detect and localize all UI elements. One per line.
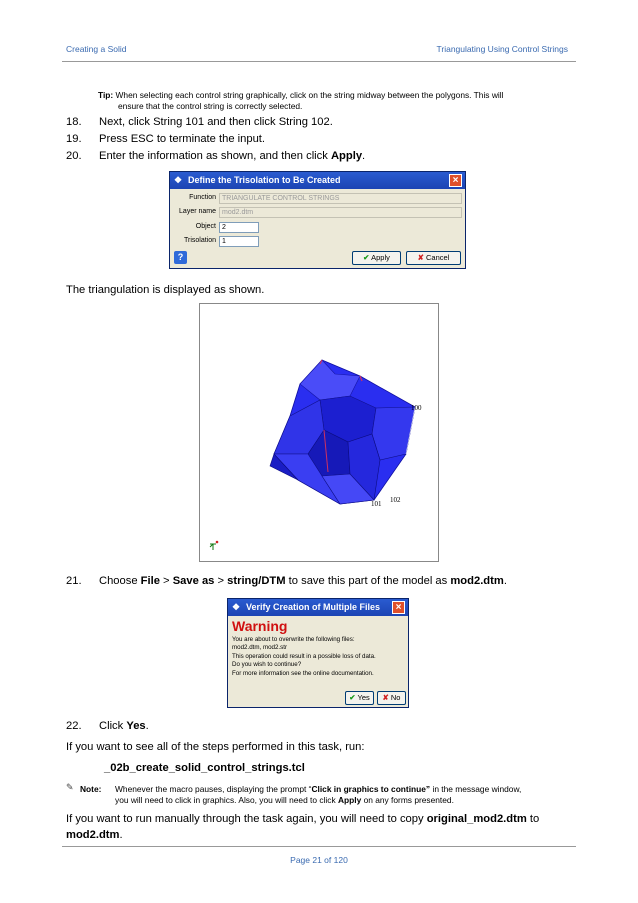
trisolation-label: Trisolation — [183, 237, 216, 244]
tip-text-2: ensure that the control string is correctly selected. — [118, 101, 303, 111]
close-icon[interactable]: × — [392, 601, 405, 614]
final-t2: to — [526, 813, 540, 825]
check-icon: ✔ — [363, 253, 370, 262]
step-21-mod2dtm: mod2.dtm — [450, 575, 504, 587]
cancel-label: Cancel — [426, 253, 450, 262]
tip-label: Tip: — [98, 90, 114, 100]
tip-text-1: When selecting each control string graphically, click on the string midway between the polygons. This will — [115, 90, 504, 100]
object-field[interactable]: 2 — [219, 222, 259, 233]
no-label: No — [390, 693, 401, 702]
note-l2a: you will need to click in graphics. Also, you will need to click — [115, 795, 338, 805]
trisolation-field[interactable]: 1 — [219, 236, 259, 247]
step-22-number: 22. — [66, 720, 82, 732]
verify-dialog — [227, 598, 409, 708]
step-21-number: 21. — [66, 575, 82, 587]
no-button[interactable] — [377, 691, 406, 705]
apply-label: Apply — [371, 253, 390, 262]
step-20-apply: Apply — [330, 150, 363, 162]
final-t3: . — [119, 829, 123, 841]
step-21-t5: . — [503, 575, 507, 587]
close-icon[interactable]: × — [449, 174, 462, 187]
step-18-number: 18. — [66, 116, 82, 128]
note-line-2 — [115, 795, 454, 805]
page-number: Page 21 of 120 — [290, 855, 348, 865]
note-l1c: in the message window, — [430, 784, 522, 794]
step-21-t1: Choose — [99, 575, 141, 587]
step-22-pre: Click — [99, 720, 127, 732]
cross-icon: ✘ — [382, 693, 389, 702]
warning-line-1: You are about to overwrite the following files: — [232, 636, 355, 643]
final-line-1 — [66, 813, 539, 825]
step-20-number: 20. — [66, 150, 82, 162]
warning-message — [232, 636, 376, 678]
step-21-stringdtm: string/DTM — [227, 575, 286, 587]
step-22-post: . — [145, 720, 149, 732]
warning-heading: Warning — [232, 618, 288, 634]
apply-button[interactable] — [352, 251, 401, 265]
footer-rule — [62, 846, 576, 847]
warning-line-5: For more information see the online documentation. — [232, 669, 374, 677]
step-20-post: . — [362, 150, 366, 162]
final-target-file: mod2.dtm — [66, 829, 120, 841]
note-label: Note: — [80, 784, 102, 794]
header-left: Creating a Solid — [66, 44, 127, 54]
note-icon: ✎ — [66, 782, 74, 792]
trisolation-dialog-title: Define the Trisolation to Be Created — [188, 175, 341, 185]
triangulation-surface — [200, 304, 438, 561]
final-line-2 — [66, 829, 123, 841]
app-icon: ❖ — [174, 175, 183, 185]
yes-button[interactable] — [345, 691, 374, 705]
macro-filename: _02b_create_solid_control_strings.tcl — [104, 762, 305, 774]
step-21-t3: > — [214, 575, 228, 587]
yes-label: Yes — [357, 693, 370, 702]
trisolation-dialog-titlebar — [170, 172, 465, 189]
header-right: Triangulating Using Control Strings — [436, 44, 568, 54]
triangulation-figure — [199, 303, 439, 562]
string-label-102: 102 — [390, 496, 401, 504]
run-instructions: If you want to see all of the steps performed in this task, run: — [66, 741, 365, 753]
verify-dialog-title: Verify Creation of Multiple Files — [246, 602, 381, 612]
tip-line-1 — [98, 90, 503, 100]
note-l1a: Whenever the macro pauses, displaying the prompt “ — [115, 784, 312, 794]
check-icon: ✔ — [349, 693, 356, 702]
step-19-number: 19. — [66, 133, 82, 145]
header-rule — [62, 61, 576, 62]
step-21-saveas: Save as — [172, 575, 215, 587]
layer-name-label: Layer name — [179, 208, 216, 215]
string-label-101: 101 — [371, 500, 382, 508]
step-21-file: File — [140, 575, 160, 587]
cancel-button[interactable] — [406, 251, 461, 265]
verify-dialog-titlebar — [228, 599, 408, 616]
step-21-t2: > — [159, 575, 173, 587]
warning-line-2: mod2.dtm, mod2.str — [232, 644, 288, 652]
note-l2b: Apply — [337, 795, 362, 805]
step-21-text — [99, 575, 507, 587]
help-icon[interactable]: ? — [174, 251, 187, 264]
step-21-t4: to save this part of the model as — [285, 575, 451, 587]
final-original-file: original_mod2.dtm — [426, 813, 527, 825]
step-22-yes: Yes — [126, 720, 146, 732]
step-22-text — [99, 720, 149, 732]
triangulation-caption: The triangulation is displayed as shown. — [66, 284, 265, 296]
app-icon: ❖ — [232, 602, 241, 612]
step-19-text: Press ESC to terminate the input. — [99, 133, 266, 145]
final-t1: If you want to run manually through the task again, you will need to copy — [66, 813, 427, 825]
layer-name-field[interactable]: mod2.dtm — [219, 207, 462, 218]
string-label-100: 100 — [411, 404, 422, 412]
step-20-pre: Enter the information as shown, and then click — [99, 150, 331, 162]
note-l1b: Click in graphics to continue” — [311, 784, 431, 794]
note-line-1 — [115, 784, 521, 794]
note-l2c: on any forms presented. — [361, 795, 454, 805]
warning-line-4: Do you wish to continue? — [232, 661, 302, 669]
function-label: Function — [189, 194, 216, 201]
cross-icon: ✘ — [417, 253, 424, 262]
object-label: Object — [195, 223, 216, 230]
step-20-text — [99, 150, 365, 162]
trisolation-dialog — [169, 171, 466, 269]
step-18-text: Next, click String 101 and then click String 102. — [99, 116, 333, 128]
function-field[interactable]: TRIANGULATE CONTROL STRINGS — [219, 193, 462, 204]
warning-line-3: This operation could result in a possible loss of data. — [232, 652, 376, 660]
